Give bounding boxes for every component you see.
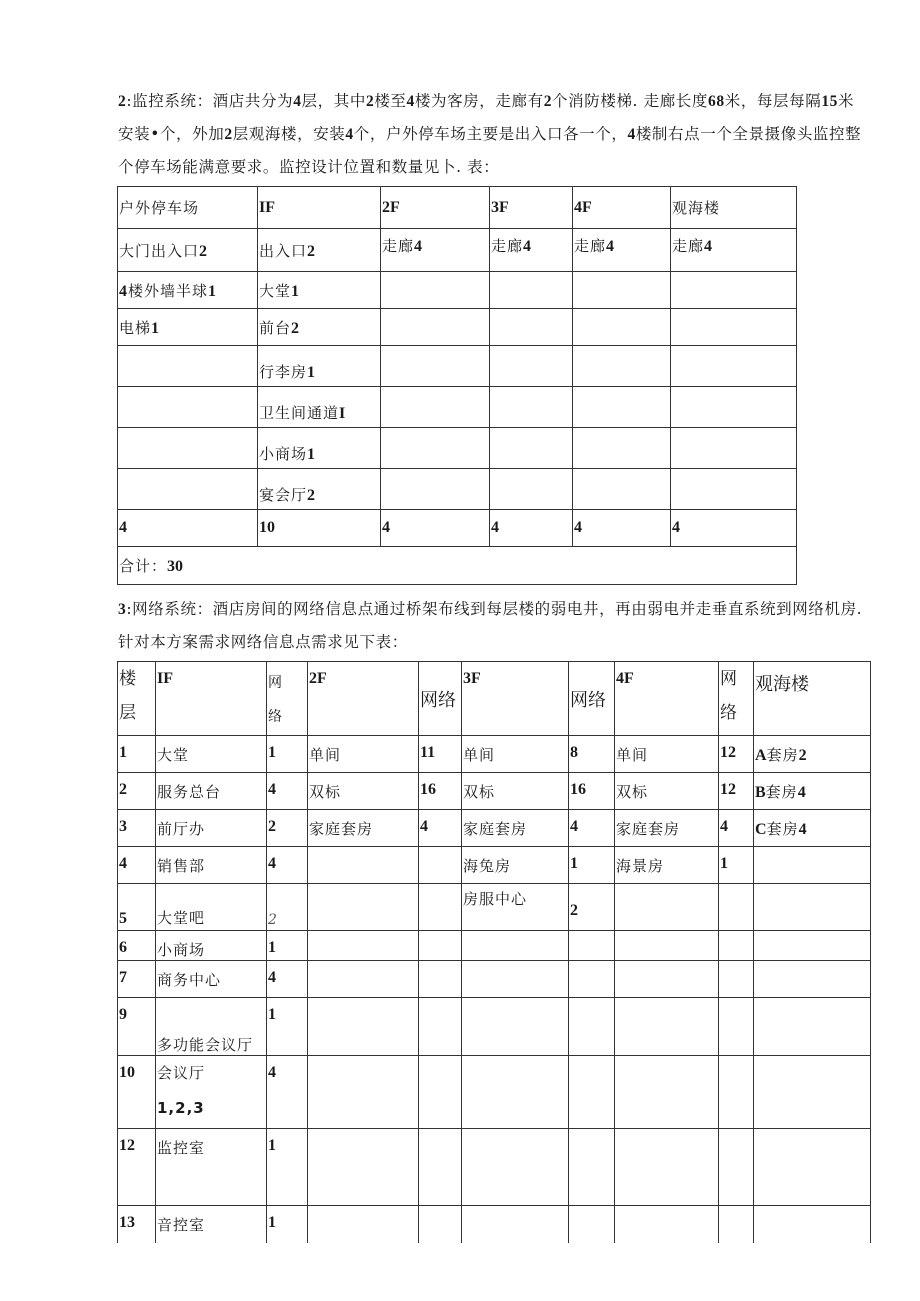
header-floor xyxy=(118,662,156,736)
floor-number: 1 xyxy=(118,736,156,773)
surveillance-row xyxy=(118,428,797,469)
net-points-3f xyxy=(569,998,615,1056)
subtotal-seaview: 4 xyxy=(671,510,797,547)
seaview-room xyxy=(754,1206,871,1243)
floor-number: 5 xyxy=(118,884,156,931)
net-points-4f xyxy=(719,1129,754,1206)
header-net-4f-top: 网 xyxy=(720,669,737,689)
cell-3f xyxy=(490,428,573,469)
paragraph-text-run: 4 xyxy=(627,126,636,143)
cell-3f xyxy=(490,387,573,428)
room-1f: 商务中心 xyxy=(156,961,267,998)
room-4f xyxy=(615,1056,719,1129)
cell-1f: 大堂1 xyxy=(258,272,381,309)
header-net-2f: 网络 xyxy=(419,662,462,736)
floor-number: 12 xyxy=(118,1129,156,1206)
network-row xyxy=(118,931,871,961)
section-3-paragraph xyxy=(118,593,868,658)
paragraph-text-run: 米，每层每隔 xyxy=(724,92,822,110)
paragraph-text-run: 68 xyxy=(708,93,725,110)
seaview-room xyxy=(754,884,871,931)
total-label: 合计： xyxy=(119,557,168,575)
total-cell xyxy=(118,547,797,585)
room-2f xyxy=(308,998,419,1056)
cell-1f: 出入口2 xyxy=(258,229,381,272)
seaview-room: A套房2 xyxy=(754,736,871,773)
cell-4f xyxy=(573,346,671,387)
net-points-1f: 1 xyxy=(267,736,308,773)
network-table xyxy=(117,661,871,1243)
floor-number: 3 xyxy=(118,810,156,847)
seaview-room: C套房4 xyxy=(754,810,871,847)
seaview-room xyxy=(754,847,871,884)
cell-seaview xyxy=(671,469,797,510)
header-net-4f-bottom: 络 xyxy=(720,703,737,723)
net-points-2f xyxy=(419,1206,462,1243)
cell-3f xyxy=(490,272,573,309)
header-seaview: 观海楼 xyxy=(754,662,871,736)
room-2f: 双标 xyxy=(308,773,419,810)
net-points-3f xyxy=(569,1206,615,1243)
network-header-row xyxy=(118,662,871,736)
room-3f: 海兔房 xyxy=(462,847,569,884)
net-points-2f: 4 xyxy=(419,810,462,847)
header-2f: 2F xyxy=(381,187,490,229)
header-1f: IF xyxy=(156,662,267,736)
room-4f xyxy=(615,1206,719,1243)
room-4f xyxy=(615,1129,719,1206)
net-points-3f xyxy=(569,931,615,961)
room-4f xyxy=(615,998,719,1056)
room-1f: 大堂 xyxy=(156,736,267,773)
seaview-room: B套房4 xyxy=(754,773,871,810)
cell-seaview xyxy=(671,346,797,387)
room-3f xyxy=(462,931,569,961)
header-floor-bottom: 层 xyxy=(119,703,136,723)
header-floor-top: 楼 xyxy=(119,669,136,689)
net-points-1f: 1 xyxy=(267,931,308,961)
room-2f xyxy=(308,847,419,884)
section-2-paragraph xyxy=(118,85,868,183)
subtotal-parking: 4 xyxy=(118,510,258,547)
cell-1f: 前台2 xyxy=(258,309,381,346)
floor-number: 9 xyxy=(118,998,156,1056)
network-row xyxy=(118,810,871,847)
cell-seaview xyxy=(671,272,797,309)
floor-number: 4 xyxy=(118,847,156,884)
net-points-1f: 1 xyxy=(267,1129,308,1206)
cell-2f xyxy=(381,469,490,510)
net-points-2f xyxy=(419,1056,462,1129)
paragraph-text-run: 楼制右点一个全景摄像头监控整个停车场能满意要求。监控设计位置和数量见卜. 表： xyxy=(118,125,862,176)
cell-4f xyxy=(573,469,671,510)
net-points-4f xyxy=(719,998,754,1056)
room-1f: 大堂吧 xyxy=(156,884,267,931)
cell-4f xyxy=(573,309,671,346)
net-points-1f: 4 xyxy=(267,847,308,884)
cell-1f: 卫生间通道I xyxy=(258,387,381,428)
floor-number: 13 xyxy=(118,1206,156,1243)
net-points-2f xyxy=(419,961,462,998)
paragraph-text-run: 2 xyxy=(365,93,375,110)
cell-2f xyxy=(381,272,490,309)
paragraph-text-run: 2 xyxy=(543,93,553,110)
net-points-1f: 1 xyxy=(267,998,308,1056)
net-points-3f: 4 xyxy=(569,810,615,847)
cell-parking xyxy=(118,428,258,469)
room-4f: 海景房 xyxy=(615,847,719,884)
paragraph-text-run: 2 xyxy=(118,93,127,110)
net-points-4f xyxy=(719,931,754,961)
header-1f: IF xyxy=(258,187,381,229)
net-points-2f xyxy=(419,998,462,1056)
net-points-3f: 1 xyxy=(569,847,615,884)
seaview-room xyxy=(754,961,871,998)
net-points-3f: 16 xyxy=(569,773,615,810)
header-3f: 3F xyxy=(462,662,569,736)
header-3f: 3F xyxy=(490,187,573,229)
net-points-1f: 2 xyxy=(267,884,308,931)
room-3f xyxy=(462,998,569,1056)
room-2f xyxy=(308,884,419,931)
paragraph-text-run: 15 xyxy=(821,93,839,110)
cell-1f: 宴会厅2 xyxy=(258,469,381,510)
network-row xyxy=(118,736,871,773)
surveillance-row xyxy=(118,309,797,346)
net-points-1f: 4 xyxy=(267,961,308,998)
cell-3f xyxy=(490,346,573,387)
paragraph-text-run: 4 xyxy=(345,126,354,143)
net-points-4f: 12 xyxy=(719,773,754,810)
cell-parking: 大门出入口2 xyxy=(118,229,258,272)
net-points-3f: 2 xyxy=(569,884,615,931)
paragraph-text-run: :网络系统：酒店房间的网络信息点通过桥架布线到每层楼的弱电井，再由弱电并走垂直系统到网络机房. 针对本方案需求网络信息点需求见下表： xyxy=(118,600,863,651)
room-3f xyxy=(462,961,569,998)
cell-4f xyxy=(573,387,671,428)
paragraph-text-run: 4 xyxy=(406,93,415,110)
cell-parking xyxy=(118,346,258,387)
paragraph-text-run: 米安装•个，外加 xyxy=(118,92,855,143)
subtotal-4f: 4 xyxy=(573,510,671,547)
room-4f: 家庭套房 xyxy=(615,810,719,847)
cell-4f xyxy=(573,428,671,469)
cell-3f xyxy=(490,309,573,346)
room-2f: 家庭套房 xyxy=(308,810,419,847)
paragraph-text-run: 3 xyxy=(118,601,127,618)
surveillance-row xyxy=(118,229,797,272)
cell-parking: 4楼外墙半球1 xyxy=(118,272,258,309)
floor-number: 10 xyxy=(118,1056,156,1129)
total-value: 30 xyxy=(167,558,184,575)
room-2f xyxy=(308,1206,419,1243)
room-3f xyxy=(462,1129,569,1206)
subtotal-1f: 10 xyxy=(258,510,381,547)
network-row xyxy=(118,1129,871,1206)
cell-parking xyxy=(118,469,258,510)
net-points-4f xyxy=(719,961,754,998)
seaview-room xyxy=(754,931,871,961)
net-points-1f: 4 xyxy=(267,773,308,810)
room-1f: 服务总台 xyxy=(156,773,267,810)
net-points-2f: 16 xyxy=(419,773,462,810)
network-row xyxy=(118,1206,871,1243)
net-points-1f: 1 xyxy=(267,1206,308,1243)
surveillance-header-row xyxy=(118,187,797,229)
cell-4f xyxy=(573,272,671,309)
net-points-4f xyxy=(719,1206,754,1243)
room-4f: 单间 xyxy=(615,736,719,773)
paragraph-text-run: 个，户外停车场主要是出入口各一个， xyxy=(353,125,628,143)
paragraph-text-run: 2 xyxy=(224,126,233,143)
room-3f xyxy=(462,1206,569,1243)
net-points-4f: 1 xyxy=(719,847,754,884)
net-points-2f xyxy=(419,1129,462,1206)
cell-2f xyxy=(381,346,490,387)
network-row xyxy=(118,998,871,1056)
cell-2f: 走廊4 xyxy=(381,229,490,272)
room-1f: 监控室 xyxy=(156,1129,267,1206)
surveillance-row xyxy=(118,346,797,387)
cell-4f: 走廊4 xyxy=(573,229,671,272)
floor-number: 7 xyxy=(118,961,156,998)
header-net-1f xyxy=(267,662,308,736)
seaview-room xyxy=(754,1129,871,1206)
header-seaview: 观海楼 xyxy=(671,187,797,229)
header-4f: 4F xyxy=(573,187,671,229)
cell-2f xyxy=(381,309,490,346)
room-3f xyxy=(462,1056,569,1129)
cell-seaview xyxy=(671,428,797,469)
network-row xyxy=(118,961,871,998)
room-2f xyxy=(308,931,419,961)
room-3f: 单间 xyxy=(462,736,569,773)
room-1f: 销售部 xyxy=(156,847,267,884)
surveillance-total-row xyxy=(118,547,797,585)
seaview-room xyxy=(754,1056,871,1129)
room-1f: 音控室 xyxy=(156,1206,267,1243)
cell-1f: 行李房1 xyxy=(258,346,381,387)
room-4f xyxy=(615,931,719,961)
network-row xyxy=(118,847,871,884)
paragraph-text-run: 楼至 xyxy=(374,92,407,110)
net-points-4f xyxy=(719,884,754,931)
floor-number: 2 xyxy=(118,773,156,810)
paragraph-text-run: 4 xyxy=(293,93,302,110)
room-2f xyxy=(308,1056,419,1129)
net-points-1f: 4 xyxy=(267,1056,308,1129)
net-points-1f: 2 xyxy=(267,810,308,847)
cell-seaview xyxy=(671,387,797,428)
net-points-4f xyxy=(719,1056,754,1129)
net-points-4f: 4 xyxy=(719,810,754,847)
network-row xyxy=(118,884,871,931)
paragraph-text-run: 层，其中 xyxy=(301,92,366,110)
cell-seaview xyxy=(671,309,797,346)
room-4f xyxy=(615,961,719,998)
net-points-3f xyxy=(569,961,615,998)
header-net-4f xyxy=(719,662,754,736)
paragraph-text-run: 个消防楼梯. 走廊长度 xyxy=(552,92,709,110)
cell-parking: 电梯1 xyxy=(118,309,258,346)
room-3f: 双标 xyxy=(462,773,569,810)
network-row xyxy=(118,773,871,810)
net-points-4f: 12 xyxy=(719,736,754,773)
net-points-3f xyxy=(569,1056,615,1129)
header-net-1f-bottom: 络 xyxy=(268,709,282,725)
subtotal-2f: 4 xyxy=(381,510,490,547)
cell-2f xyxy=(381,387,490,428)
room-1f: 前厅办 xyxy=(156,810,267,847)
net-points-2f xyxy=(419,847,462,884)
room-1f: 会议厅 1,2,3 xyxy=(156,1056,267,1129)
net-points-3f: 8 xyxy=(569,736,615,773)
cell-1f: 小商场1 xyxy=(258,428,381,469)
seaview-room xyxy=(754,998,871,1056)
paragraph-text-run: 层观海楼，安装 xyxy=(232,125,346,143)
floor-number: 6 xyxy=(118,931,156,961)
room-1f: 小商场 xyxy=(156,931,267,961)
surveillance-table xyxy=(117,186,797,585)
paragraph-text-run: 楼为客房，走廊有 xyxy=(414,92,544,110)
header-2f: 2F xyxy=(308,662,419,736)
room-1f: 多功能会议厅 xyxy=(156,998,267,1056)
surveillance-row xyxy=(118,272,797,309)
cell-3f xyxy=(490,469,573,510)
subtotal-3f: 4 xyxy=(490,510,573,547)
header-4f: 4F xyxy=(615,662,719,736)
cell-2f xyxy=(381,428,490,469)
room-4f xyxy=(615,884,719,931)
net-points-2f xyxy=(419,931,462,961)
surveillance-row xyxy=(118,469,797,510)
paragraph-text-run: :监控系统：酒店共分为 xyxy=(126,92,294,110)
surveillance-subtotal-row xyxy=(118,510,797,547)
net-points-2f xyxy=(419,884,462,931)
header-net-1f-top: 网 xyxy=(268,675,282,691)
surveillance-row xyxy=(118,387,797,428)
cell-seaview: 走廊4 xyxy=(671,229,797,272)
room-2f xyxy=(308,1129,419,1206)
room-3f: 家庭套房 xyxy=(462,810,569,847)
room-3f: 房服中心 xyxy=(462,884,569,931)
cell-parking xyxy=(118,387,258,428)
header-parking: 户外停车场 xyxy=(118,187,258,229)
room-2f: 单间 xyxy=(308,736,419,773)
room-4f: 双标 xyxy=(615,773,719,810)
cell-3f: 走廊4 xyxy=(490,229,573,272)
net-points-3f xyxy=(569,1129,615,1206)
net-points-2f: 11 xyxy=(419,736,462,773)
network-row xyxy=(118,1056,871,1129)
room-2f xyxy=(308,961,419,998)
header-net-3f: 网络 xyxy=(569,662,615,736)
